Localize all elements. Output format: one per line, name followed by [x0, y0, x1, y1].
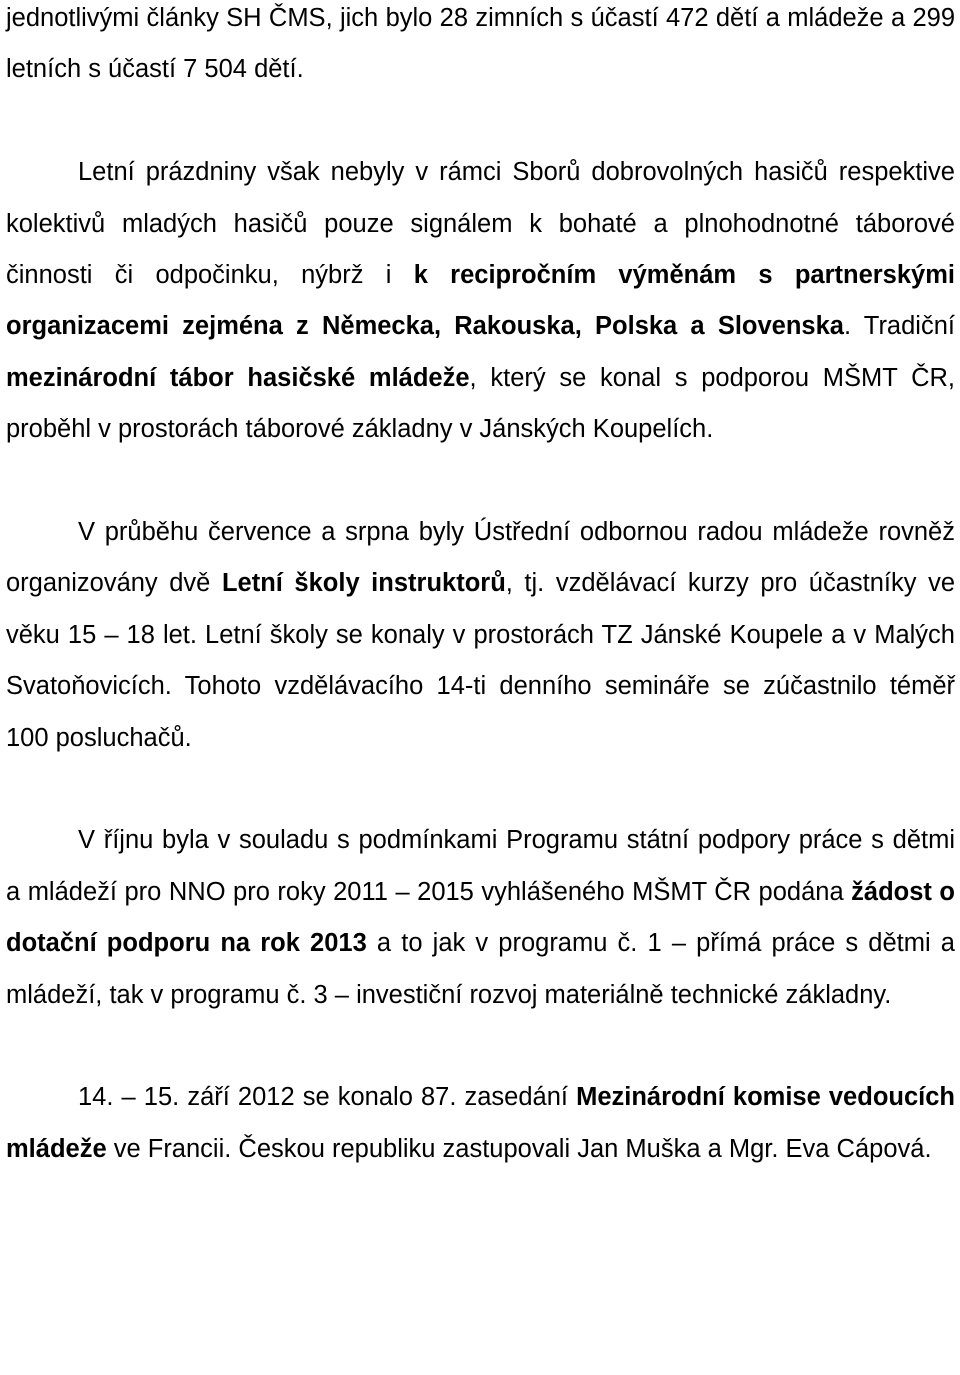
paragraph-gap [6, 1021, 955, 1072]
text-segment: jednotlivými články SH ČMS, jich bylo 28 zimních s účastí 472 dětí a mládeže a 299 letních s účastí 7 504 dětí. [6, 4, 955, 84]
paragraph-gap [6, 96, 955, 147]
document-page [6, 0, 955, 1175]
text-segment: V průběhu července a srpna byly Ústřední odbornou radou mládeže rovněž organizovány dvě [6, 518, 955, 598]
bold-text-segment: k recipročním výměnám s partnerskými organizacemi zejména z Německa, Rakouska, Polska a Slovenska [6, 261, 955, 341]
text-segment: . Tradiční [843, 312, 955, 341]
text-segment: Letní prázdniny však nebyly v rámci Sborů dobrovolných hasičů respektive kolektivů mladých hasičů pouze signálem k bohaté a plnohodnotné táborové činnosti či odpočinku, nýbrž i [6, 158, 955, 290]
text-segment: , který se konal s podporou MŠMT ČR, proběhl v prostorách táborové základny v Jánských Koupelích. [6, 363, 955, 444]
bold-text-segment: mezinárodní tábor hasičské mládeže [6, 363, 470, 392]
paragraph-grant-application [6, 815, 955, 1021]
paragraph-camps-count [6, 0, 955, 96]
text-segment: a to jak v programu č. 1 – přímá práce s dětmi a mládeží, tak v programu č. 3 – investiční rozvoj materiálně technické základny. [6, 929, 955, 1009]
text-segment: ve Francii. Českou republiku zastupovali Jan Muška a Mgr. Eva Cápová. [106, 1134, 932, 1163]
paragraph-summer-schools [6, 507, 955, 764]
bold-text-segment: žádost o dotační podporu na rok 2013 [6, 877, 955, 958]
paragraph-summer-exchanges [6, 147, 955, 455]
bold-text-segment: Letní školy instruktorů [221, 569, 506, 598]
paragraph-gap [6, 456, 955, 507]
bold-text-segment: Mezinárodní komise vedoucích mládeže [6, 1083, 955, 1163]
text-segment: V říjnu byla v souladu s podmínkami Programu státní podpory práce s dětmi a mládeží pro NNO pro roky 2011 – 2015 vyhlášeného MŠMT ČR podána [6, 826, 955, 906]
paragraph-gap [6, 764, 955, 815]
text-segment: , tj. vzdělávací kurzy pro účastníky ve věku 15 – 18 let. Letní školy se konaly v prostorách TZ Jánské Koupele a v Malých Svatoňovicích. Tohoto vzdělávacího 14-ti denního semináře se zúčastnilo téměř 100 posluchačů. [6, 569, 956, 752]
paragraph-international-commission [6, 1072, 955, 1175]
text-segment: 14. – 15. září 2012 se konalo 87. zasedání [78, 1083, 577, 1112]
